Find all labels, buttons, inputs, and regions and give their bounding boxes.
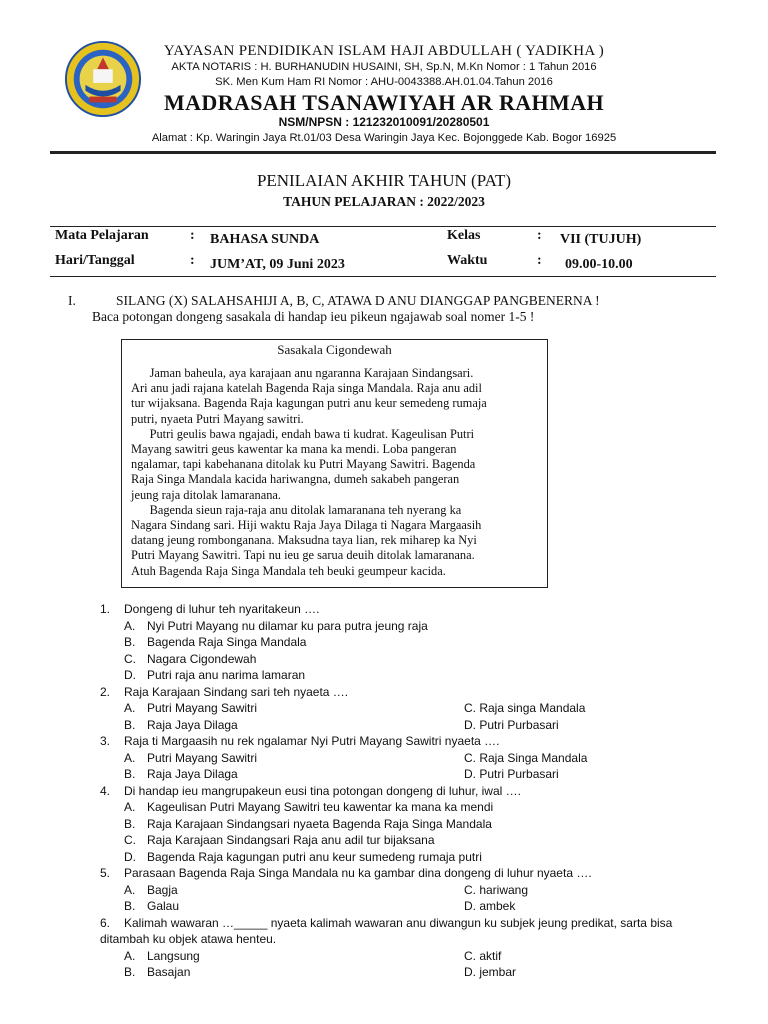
- option-text: D. ambek: [464, 899, 516, 913]
- option-text: C. Raja singa Mandala: [464, 701, 586, 715]
- passage-line: Ari anu jadi rajana katelah Bagenda Raja singa Mandala. Raja anu adil: [131, 381, 482, 396]
- question-number: 1.: [100, 602, 111, 616]
- passage-line: Mayang sawitri geus kawentar ka mana ka mendi. Loba pangeran: [131, 442, 457, 456]
- option-letter: B.: [124, 767, 136, 781]
- section-subinstruction: Baca potongan dongeng sasakala di handap ieu pikeun ngajawab soal nomer 1-5 !: [92, 309, 535, 324]
- subject-colon: :: [190, 228, 195, 243]
- passage-line: Nagara Sindang sari. Hiji waktu Raja Jaya Dilaga ti Nagara Margaasih: [131, 518, 482, 532]
- passage-line: Putri geulis bawa ngajadi, endah bawa ti kudrat. Kageulisan Putri: [131, 426, 475, 441]
- option-letter: C.: [124, 651, 136, 666]
- option-letter: C.: [124, 833, 136, 847]
- option-text: D. Putri Purbasari: [464, 767, 559, 781]
- option-text: D. Putri Purbasari: [464, 717, 559, 732]
- passage-line: Raja Singa Mandala kacida hariwangna, dumeh sakabeh pangeran: [131, 472, 460, 487]
- question-text: Raja Karajaan Sindang sari teh nyaeta ….: [124, 684, 349, 699]
- header-divider: [50, 151, 716, 154]
- option-letter: A.: [124, 948, 136, 963]
- question-text: Kalimah wawaran …_____ nyaeta kalimah wawaran anu diwangun ku subjek jeung predikat, sarta bisa: [124, 915, 673, 930]
- option-letter: A.: [124, 800, 136, 814]
- option-letter: B.: [124, 717, 136, 732]
- passage-line: putri, nyaeta Putri Mayang sawitri.: [131, 411, 304, 426]
- class-label: Kelas: [447, 228, 481, 243]
- option-letter: B.: [124, 816, 136, 831]
- option-text: Langsung: [147, 948, 200, 963]
- question-number: 2.: [100, 684, 111, 699]
- foundation-name: YAYASAN PENDIDIKAN ISLAM HAJI ABDULLAH ( YADIKHA ): [163, 43, 605, 59]
- school-address: Alamat : Kp. Waringin Jaya Rt.01/03 Desa Waringin Jaya Kec. Bojonggede Kab. Bogor 16925: [151, 132, 617, 144]
- section-number: I.: [68, 293, 76, 308]
- passage-line: ngalamar, tapi kabehanana ditolak ku Putri Mayang Sawitri. Bagenda: [131, 457, 476, 472]
- option-text: C. aktif: [464, 948, 502, 963]
- option-text: Galau: [147, 899, 180, 913]
- academic-year: TAHUN PELAJARAN : 2022/2023: [283, 194, 485, 209]
- option-text: Raja Karajaan Sindangsari nyaeta Bagenda Raja Singa Mandala: [147, 816, 492, 831]
- question-number: 6.: [100, 915, 111, 930]
- question-text: Parasaan Bagenda Raja Singa Mandala nu ka gambar dina dongeng di luhur nyaeta ….: [124, 866, 592, 880]
- question-text: ditambah ku objek atawa henteu.: [100, 932, 277, 946]
- class-value: VII (TUJUH): [560, 232, 642, 247]
- question-text: Dongeng di luhur teh nyaritakeun ….: [124, 602, 320, 616]
- section-instruction: SILANG (X) SALAHSAHIJI A, B, C, ATAWA D ANU DIANGGAP PANGBENERNA !: [116, 293, 600, 308]
- option-text: Nyi Putri Mayang nu dilamar ku para putra jeung raja: [147, 618, 428, 633]
- option-letter: D.: [124, 668, 136, 682]
- option-text: Nagara Cigondewah: [147, 651, 257, 666]
- date-colon: :: [190, 253, 195, 268]
- option-letter: A.: [124, 701, 136, 715]
- option-text: Bagenda Raja Singa Mandala: [147, 635, 307, 649]
- time-value: 09.00-10.00: [565, 257, 633, 272]
- class-colon: :: [537, 228, 542, 243]
- school-name: MADRASAH TSANAWIYAH AR RAHMAH: [163, 90, 605, 115]
- option-text: C. hariwang: [464, 882, 529, 897]
- passage-line: tur wijaksana. Bagenda Raja kagungan putri anu keur semedeng rumaja: [131, 396, 487, 411]
- option-letter: B.: [124, 965, 136, 979]
- ministry-decree: SK. Men Kum Ham RI Nomor : AHU-0043388.AH.01.04.Tahun 2016: [215, 76, 553, 88]
- option-text: Raja Jaya Dilaga: [147, 717, 238, 732]
- question-number: 5.: [100, 866, 111, 880]
- option-text: C. Raja Singa Mandala: [464, 750, 588, 765]
- date-value: JUM’AT, 09 Juni 2023: [210, 257, 345, 272]
- time-label: Waktu: [447, 253, 488, 268]
- question-text: Raja ti Margaasih nu rek ngalamar Nyi Putri Mayang Sawitri nyaeta ….: [124, 734, 500, 748]
- passage-line: Bagenda sieun raja-raja anu ditolak lamaranana teh nyerang ka: [131, 502, 462, 517]
- nsm-npsn: NSM/NPSN : 121232010091/20280501: [278, 115, 490, 129]
- option-text: Putri Mayang Sawitri: [147, 750, 258, 765]
- option-text: Kageulisan Putri Mayang Sawitri teu kawentar ka mana ka mendi: [147, 800, 494, 814]
- subject-value: BAHASA SUNDA: [210, 232, 320, 247]
- option-letter: B.: [124, 635, 136, 649]
- notary-deed: AKTA NOTARIS : H. BURHANUDIN HUSAINI, SH, Sp.N, M.Kn Nomor : 1 Tahun 2016: [171, 61, 597, 73]
- option-letter: A.: [124, 750, 136, 765]
- passage-line: jeung raja ditolak lamaranana.: [131, 487, 281, 502]
- passage-line: Putri Mayang Sawitri. Tapi nu ieu ge sarua deuih ditolak lamaranana.: [131, 548, 475, 563]
- option-text: Basajan: [147, 965, 191, 979]
- option-letter: B.: [124, 899, 136, 913]
- info-bottom-rule: [50, 276, 716, 277]
- question-number: 4.: [100, 783, 111, 798]
- option-text: Putri raja anu narima lamaran: [147, 668, 306, 682]
- option-text: Raja Jaya Dilaga: [147, 767, 238, 781]
- option-letter: A.: [124, 618, 136, 633]
- date-label: Hari/Tanggal: [55, 253, 135, 268]
- option-letter: A.: [124, 882, 136, 897]
- option-text: Raja Karajaan Sindangsari Raja anu adil tur bijaksana: [147, 833, 435, 847]
- time-colon: :: [537, 253, 542, 268]
- question-number: 3.: [100, 734, 111, 748]
- option-text: Bagja: [147, 882, 178, 897]
- passage-line: Jaman baheula, aya karajaan anu ngaranna Karajaan Sindangsari.: [131, 366, 474, 380]
- question-text: Di handap ieu mangrupakeun eusi tina potongan dongeng di luhur, iwal ….: [124, 783, 521, 798]
- passage-line: datang jeung rombonganana. Maksudna taya lian, rek miharep ka Nyi: [131, 533, 477, 548]
- option-text: Bagenda Raja kagungan putri anu keur sumedeng rumaja putri: [147, 849, 482, 864]
- option-text: Putri Mayang Sawitri: [147, 701, 258, 715]
- passage-line: Atuh Bagenda Raja Singa Mandala teh beuki geumpeur kacida.: [131, 563, 446, 578]
- option-letter: D.: [124, 849, 136, 864]
- info-top-rule: [50, 226, 716, 227]
- passage-title: Sasakala Cigondewah: [277, 342, 392, 357]
- option-text: D. jembar: [464, 965, 517, 979]
- subject-label: Mata Pelajaran: [55, 228, 149, 243]
- exam-title: PENILAIAN AKHIR TAHUN (PAT): [256, 171, 512, 190]
